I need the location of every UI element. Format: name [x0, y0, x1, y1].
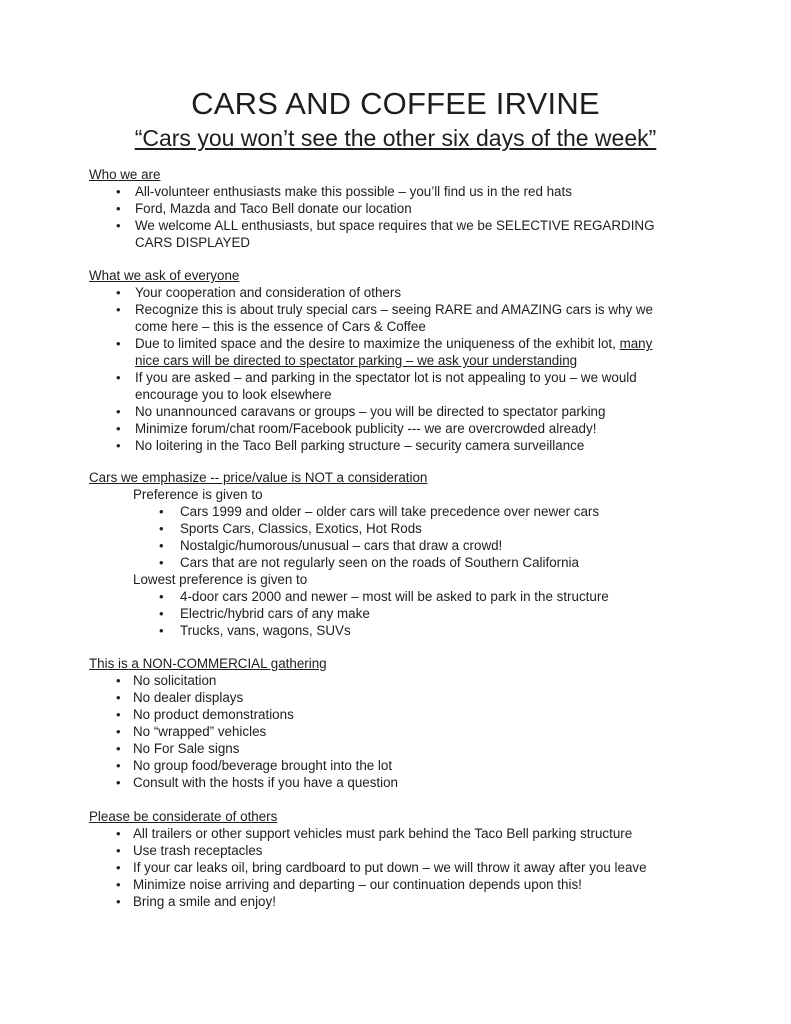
list-item-line: No dealer displays — [133, 690, 244, 705]
bullet-icon: • — [116, 690, 121, 705]
list-item-line: 4-door cars 2000 and newer – most will be asked to park in the structure — [180, 589, 609, 604]
bullet-icon: • — [116, 302, 121, 317]
underlined-text: many — [619, 336, 653, 351]
list-item-line: Due to limited space and the desire to maximize the uniqueness of the exhibit lot, many — [135, 336, 653, 351]
bullet-icon: • — [116, 758, 121, 773]
bullet-icon: • — [116, 673, 121, 688]
bullet-icon: • — [116, 438, 121, 453]
bullet-icon: • — [116, 860, 121, 875]
list-item-line: No loitering in the Taco Bell parking structure – security camera surveillance — [135, 438, 585, 453]
page-subtitle: “Cars you won’t see the other six days of the week” — [134, 125, 657, 151]
list-item-line: Cars that are not regularly seen on the roads of Southern California — [180, 555, 579, 570]
bullet-icon: • — [159, 589, 164, 604]
bullet-icon: • — [116, 201, 121, 216]
bullet-icon: • — [159, 521, 164, 536]
section-heading: This is a NON-COMMERCIAL gathering — [89, 656, 327, 671]
bullet-icon: • — [159, 555, 164, 570]
list-item-line: No For Sale signs — [133, 741, 240, 756]
bullet-icon: • — [116, 421, 121, 436]
list-item-line: Electric/hybrid cars of any make — [180, 606, 370, 621]
group-label: Preference is given to — [133, 487, 263, 502]
list-item-line: Sports Cars, Classics, Exotics, Hot Rods — [180, 521, 422, 536]
list-item-line: CARS DISPLAYED — [135, 235, 251, 250]
bullet-icon: • — [116, 826, 121, 841]
group-label: Lowest preference is given to — [133, 572, 308, 587]
bullet-icon: • — [116, 184, 121, 199]
section-heading: Who we are — [89, 167, 161, 182]
list-item-line: No “wrapped” vehicles — [133, 724, 267, 739]
bullet-icon: • — [116, 775, 121, 790]
list-item-line: If your car leaks oil, bring cardboard to put down – we will throw it away after you leave — [133, 860, 647, 875]
bullet-icon: • — [116, 724, 121, 739]
list-item-line: Trucks, vans, wagons, SUVs — [180, 623, 351, 638]
bullet-icon: • — [159, 504, 164, 519]
list-item-line: Your cooperation and consideration of others — [135, 285, 402, 300]
list-item-line: Minimize noise arriving and departing – our continuation depends upon this! — [133, 877, 582, 892]
list-item-line: Bring a smile and enjoy! — [133, 894, 276, 909]
list-item-line: No group food/beverage brought into the lot — [133, 758, 393, 773]
list-item-line: Cars 1999 and older – older cars will take precedence over newer cars — [180, 504, 600, 519]
bullet-icon: • — [116, 370, 121, 385]
list-item-line: All trailers or other support vehicles must park behind the Taco Bell parking structure — [133, 826, 633, 841]
list-item-line: No solicitation — [133, 673, 217, 688]
list-item-line: We welcome ALL enthusiasts, but space requires that we be SELECTIVE REGARDING — [135, 218, 655, 233]
list-item-line: Recognize this is about truly special cars – seeing RARE and AMAZING cars is why we — [135, 302, 653, 317]
list-item-line: Consult with the hosts if you have a question — [133, 775, 398, 790]
list-item-line: come here – this is the essence of Cars & Coffee — [135, 319, 426, 334]
list-item-line: Minimize forum/chat room/Facebook publicity --- we are overcrowded already! — [135, 421, 597, 436]
section-heading: Please be considerate of others — [89, 809, 278, 824]
bullet-icon: • — [116, 404, 121, 419]
list-item-line: Use trash receptacles — [133, 843, 263, 858]
list-item-line: encourage you to look elsewhere — [135, 387, 332, 402]
section-heading: Cars we emphasize -- price/value is NOT a consideration — [89, 470, 428, 485]
list-item-line: Ford, Mazda and Taco Bell donate our location — [135, 201, 412, 216]
list-item-line: No product demonstrations — [133, 707, 294, 722]
bullet-icon: • — [116, 218, 121, 233]
list-item-line: nice cars will be directed to spectator parking – we ask your understanding — [135, 353, 578, 368]
list-item-line: No unannounced caravans or groups – you will be directed to spectator parking — [135, 404, 606, 419]
bullet-icon: • — [159, 623, 164, 638]
bullet-icon: • — [116, 894, 121, 909]
bullet-icon: • — [116, 741, 121, 756]
page-title: CARS AND COFFEE IRVINE — [191, 86, 600, 121]
bullet-icon: • — [159, 538, 164, 553]
bullet-icon: • — [116, 285, 121, 300]
bullet-icon: • — [116, 877, 121, 892]
bullet-icon: • — [116, 843, 121, 858]
bullet-icon: • — [116, 336, 121, 351]
section-heading: What we ask of everyone — [89, 268, 240, 283]
list-item-line: All-volunteer enthusiasts make this possible – you’ll find us in the red hats — [135, 184, 572, 199]
bullet-icon: • — [159, 606, 164, 621]
list-item-line: If you are asked – and parking in the spectator lot is not appealing to you – we would — [135, 370, 637, 385]
bullet-icon: • — [116, 707, 121, 722]
list-item-line: Nostalgic/humorous/unusual – cars that draw a crowd! — [180, 538, 503, 553]
